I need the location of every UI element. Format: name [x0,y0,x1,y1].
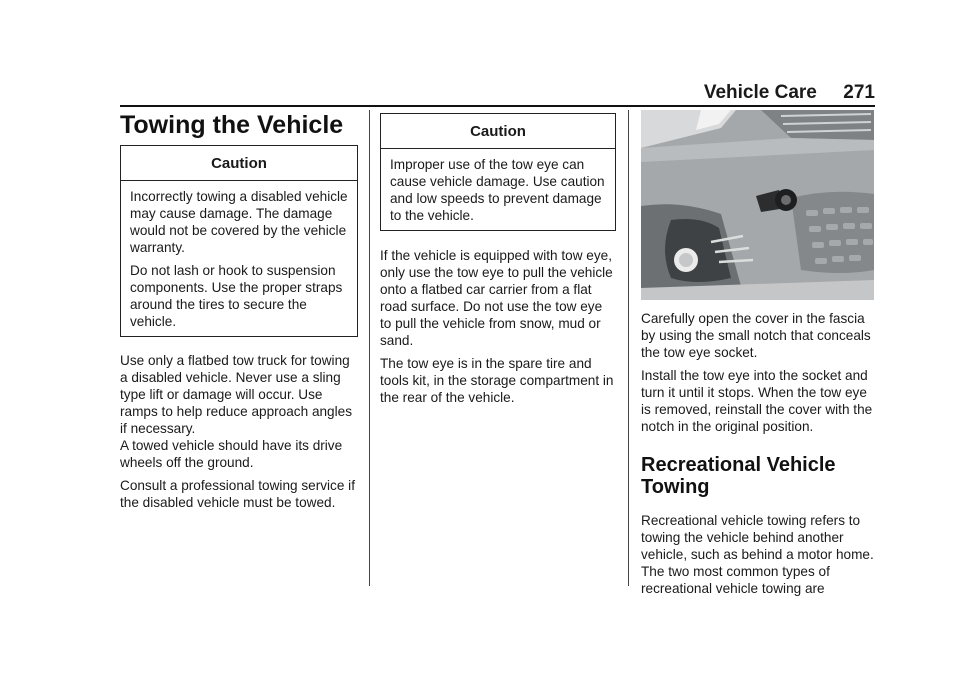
caution-paragraph: Improper use of the tow eye can cause vehicle damage. Use caution and low speeds to prevent damage to the vehicle. [390,157,605,223]
caution-paragraph: Incorrectly towing a disabled vehicle may cause damage. The damage would not be covered by the vehicle warranty. [130,189,348,255]
caution-box [380,113,616,231]
section-title: Towing the Vehicle [120,111,344,139]
caution-title: Caution [381,114,615,149]
column-divider-2 [628,110,629,586]
running-header [690,82,875,104]
header-rule [120,105,875,107]
column-divider-1 [369,110,370,586]
body-text [641,310,877,435]
body-text [380,247,616,406]
caution-paragraph: Do not lash or hook to suspension components. Use the proper straps around the tires to secure the vehicle. [130,263,343,329]
paragraph: Consult a professional towing service if the disabled vehicle must be towed. [120,478,355,510]
bumper-drawing [641,110,874,300]
subsection-title: Recreational Vehicle Towing [641,454,836,498]
paragraph: A towed vehicle should have its drive wheels off the ground. [120,438,343,470]
body-text [120,352,358,511]
column-1 [120,110,358,517]
paragraph: The tow eye is in the spare tire and tools kit, in the storage compartment in the rear of the vehicle. [380,356,614,405]
paragraph: Use only a flatbed tow truck for towing a disabled vehicle. Never use a sling type lift or damage will occur. Use ramps to help reduce approach angles if necessary. [120,353,352,436]
paragraph: If the vehicle is equipped with tow eye, only use the tow eye to pull the vehicle onto a flatbed car carrier from a flat road surface. Do not use the tow eye to pull the vehicle from snow, mud or sand. [380,248,613,348]
tow-eye-socket-illustration [641,110,874,300]
header-section: Vehicle Care [703,82,817,103]
page-number: 271 [843,82,875,103]
column-3 [641,110,877,603]
column-2 [380,110,616,412]
paragraph: Recreational vehicle towing refers to towing the vehicle behind another vehicle, such as behind a motor home. The two most common types of recreational vehicle towing are [641,513,874,596]
caution-body [121,181,357,336]
caution-body [381,149,615,230]
caution-box [120,145,358,337]
body-text [641,512,877,597]
paragraph: Carefully open the cover in the fascia by using the small notch that conceals the tow eye socket. [641,311,871,360]
paragraph: Install the tow eye into the socket and turn it until it stops. When the tow eye is removed, reinstall the cover with the notch in the original position. [641,368,873,434]
caution-title: Caution [121,146,357,181]
